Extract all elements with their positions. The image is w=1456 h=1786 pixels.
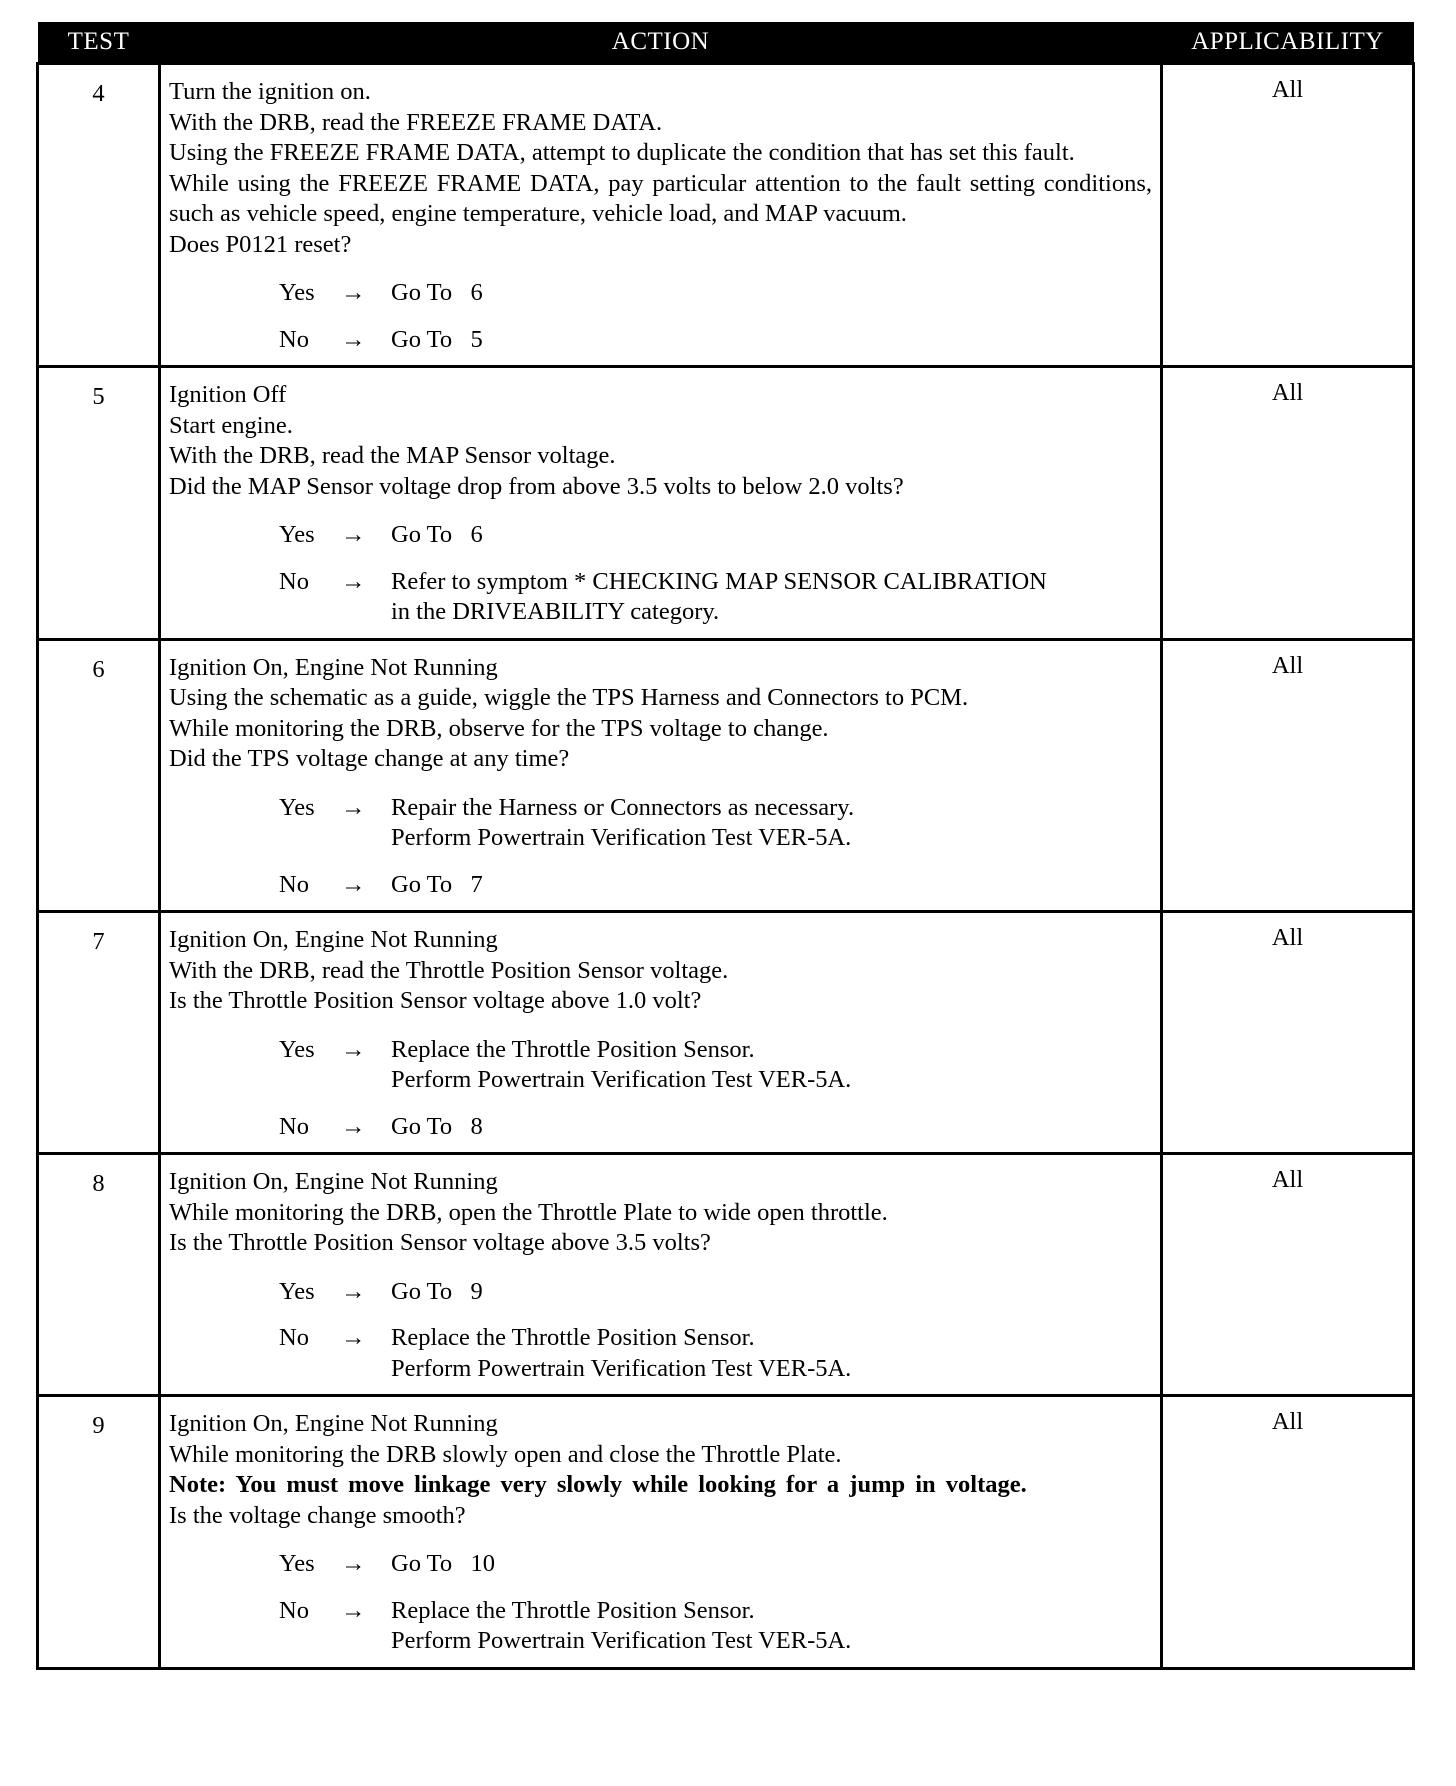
right-arrow-icon: →	[341, 279, 366, 306]
result-line: Perform Powertrain Verification Test VER-5A.	[391, 1066, 852, 1093]
result-line: Go To 7	[391, 870, 483, 898]
result-line: Perform Powertrain Verification Test VER-5A.	[391, 1627, 852, 1654]
branch-no	[169, 1323, 1152, 1384]
action-cell	[160, 1154, 1162, 1396]
test-number: 5	[38, 367, 160, 640]
right-arrow-icon: →	[341, 1112, 366, 1140]
branch-answer: No	[279, 567, 309, 595]
branch-yes	[169, 278, 1152, 309]
right-arrow-icon: →	[341, 1550, 366, 1577]
table-header-row	[38, 22, 1414, 64]
action-cell	[160, 639, 1162, 912]
action-step: While monitoring the DRB slowly open and close the Throttle Plate.	[169, 1440, 842, 1468]
diagnostic-procedure-table	[36, 22, 1412, 1670]
right-arrow-icon: →	[341, 567, 366, 595]
branch-no	[169, 1112, 1152, 1143]
result-line: Repair the Harness or Connectors as necessary.	[391, 793, 855, 821]
branch-answer: Yes	[279, 521, 315, 548]
branch-result	[391, 1277, 1152, 1308]
branch-yes	[169, 1035, 1152, 1096]
table-row	[38, 639, 1414, 912]
branch-no	[169, 325, 1152, 356]
branch-yes	[169, 1549, 1152, 1580]
applicability-value: All	[1162, 64, 1414, 367]
action-step: Does P0121 reset?	[169, 230, 352, 258]
branch-answer: Yes	[279, 279, 315, 306]
decision-branches	[169, 793, 1152, 901]
right-arrow-icon: →	[341, 1596, 366, 1624]
action-cell	[160, 912, 1162, 1154]
result-line: Go To 8	[391, 1112, 483, 1140]
branch-answer: No	[279, 870, 309, 898]
test-number: 8	[38, 1154, 160, 1396]
branch-answer: Yes	[279, 1035, 315, 1063]
result-line: Go To 9	[391, 1277, 483, 1305]
applicability-value: All	[1162, 1396, 1414, 1669]
action-step: Ignition On, Engine Not Running	[169, 1168, 498, 1195]
result-line: Replace the Throttle Position Sensor.	[391, 1035, 755, 1063]
action-step: With the DRB, read the MAP Sensor voltage.	[169, 442, 616, 469]
result-line: in the DRIVEABILITY category.	[391, 598, 720, 625]
action-step: While monitoring the DRB, open the Throttle Plate to wide open throttle.	[169, 1198, 888, 1226]
action-step: Did the TPS voltage change at any time?	[169, 745, 570, 772]
column-header-action: ACTION	[160, 22, 1162, 64]
table-row	[38, 912, 1414, 1154]
action-step: Using the FREEZE FRAME DATA, attempt to duplicate the condition that has set this fault.	[169, 139, 1075, 166]
action-step: Did the MAP Sensor voltage drop from above 3.5 volts to below 2.0 volts?	[169, 472, 904, 500]
action-step: Is the voltage change smooth?	[169, 1501, 466, 1529]
right-arrow-icon: →	[341, 1277, 366, 1305]
action-step: Ignition On, Engine Not Running	[169, 1410, 498, 1437]
result-line: Replace the Throttle Position Sensor.	[391, 1324, 755, 1351]
test-number: 7	[38, 912, 160, 1154]
right-arrow-icon: →	[341, 870, 366, 898]
branch-answer: Yes	[279, 1277, 315, 1305]
action-cell	[160, 1396, 1162, 1669]
test-number: 6	[38, 639, 160, 912]
action-step: While monitoring the DRB, observe for the TPS voltage to change.	[169, 714, 829, 742]
right-arrow-icon: →	[341, 1035, 366, 1063]
branch-result	[391, 1549, 1152, 1580]
right-arrow-icon: →	[341, 521, 366, 548]
action-step: Is the Throttle Position Sensor voltage above 3.5 volts?	[169, 1229, 711, 1256]
action-step: Is the Throttle Position Sensor voltage above 1.0 volt?	[169, 987, 702, 1014]
action-step: With the DRB, read the Throttle Position Sensor voltage.	[169, 956, 729, 984]
table-row	[38, 64, 1414, 367]
branch-result	[391, 520, 1152, 551]
branch-answer: No	[279, 1596, 309, 1624]
action-step: Turn the ignition on.	[169, 78, 371, 105]
result-line: Perform Powertrain Verification Test VER-5A.	[391, 824, 852, 851]
result-line: Refer to symptom * CHECKING MAP SENSOR CALIBRATION	[391, 567, 1047, 595]
branch-result	[391, 278, 1152, 309]
result-line: Replace the Throttle Position Sensor.	[391, 1596, 755, 1624]
branch-no	[169, 1596, 1152, 1657]
decision-branches	[169, 278, 1152, 355]
branch-yes	[169, 520, 1152, 551]
branch-yes	[169, 1277, 1152, 1308]
right-arrow-icon: →	[341, 793, 366, 821]
result-line: Perform Powertrain Verification Test VER-5A.	[391, 1354, 852, 1382]
action-step: Ignition On, Engine Not Running	[169, 653, 498, 681]
table-row	[38, 367, 1414, 640]
applicability-value: All	[1162, 367, 1414, 640]
branch-answer: No	[279, 1324, 309, 1351]
action-step: While using the FREEZE FRAME DATA, pay particular attention to the fault setting conditions, such as vehicle speed, engine temperature, vehicle load, and MAP vacuum.	[169, 169, 1152, 227]
test-number: 4	[38, 64, 160, 367]
result-line: Go To 6	[391, 279, 483, 306]
decision-branches	[169, 520, 1152, 628]
action-step: Ignition Off	[169, 381, 287, 408]
applicability-value: All	[1162, 1154, 1414, 1396]
decision-branches	[169, 1277, 1152, 1385]
branch-answer: Yes	[279, 1550, 315, 1577]
branch-result	[391, 325, 1152, 356]
column-header-test: TEST	[38, 22, 160, 64]
result-line: Go To 6	[391, 521, 483, 548]
action-step: With the DRB, read the FREEZE FRAME DATA.	[169, 108, 663, 136]
branch-answer: No	[279, 325, 309, 353]
branch-result	[391, 870, 1152, 901]
result-line: Go To 10	[391, 1550, 496, 1577]
branch-result	[391, 793, 1152, 854]
caution-note: Note: You must move linkage very slowly while looking for a jump in voltage.	[169, 1471, 1027, 1498]
branch-result	[391, 1596, 1152, 1657]
branch-result	[391, 1323, 1152, 1384]
branch-result	[391, 1112, 1152, 1143]
branch-no	[169, 567, 1152, 628]
action-cell	[160, 367, 1162, 640]
decision-branches	[169, 1549, 1152, 1657]
branch-result	[391, 567, 1152, 628]
action-cell	[160, 64, 1162, 367]
result-line: Go To 5	[391, 325, 483, 353]
right-arrow-icon: →	[341, 325, 366, 353]
action-step: Start engine.	[169, 411, 293, 439]
decision-branches	[169, 1035, 1152, 1143]
branch-yes	[169, 793, 1152, 854]
branch-result	[391, 1035, 1152, 1096]
branch-no	[169, 870, 1152, 901]
applicability-value: All	[1162, 639, 1414, 912]
applicability-value: All	[1162, 912, 1414, 1154]
column-header-applicability: APPLICABILITY	[1162, 22, 1414, 64]
right-arrow-icon: →	[341, 1324, 366, 1351]
branch-answer: No	[279, 1112, 309, 1140]
action-step: Ignition On, Engine Not Running	[169, 926, 498, 953]
branch-answer: Yes	[279, 793, 315, 821]
table-row	[38, 1154, 1414, 1396]
test-number: 9	[38, 1396, 160, 1669]
table-row	[38, 1396, 1414, 1669]
action-step: Using the schematic as a guide, wiggle the TPS Harness and Connectors to PCM.	[169, 684, 969, 711]
